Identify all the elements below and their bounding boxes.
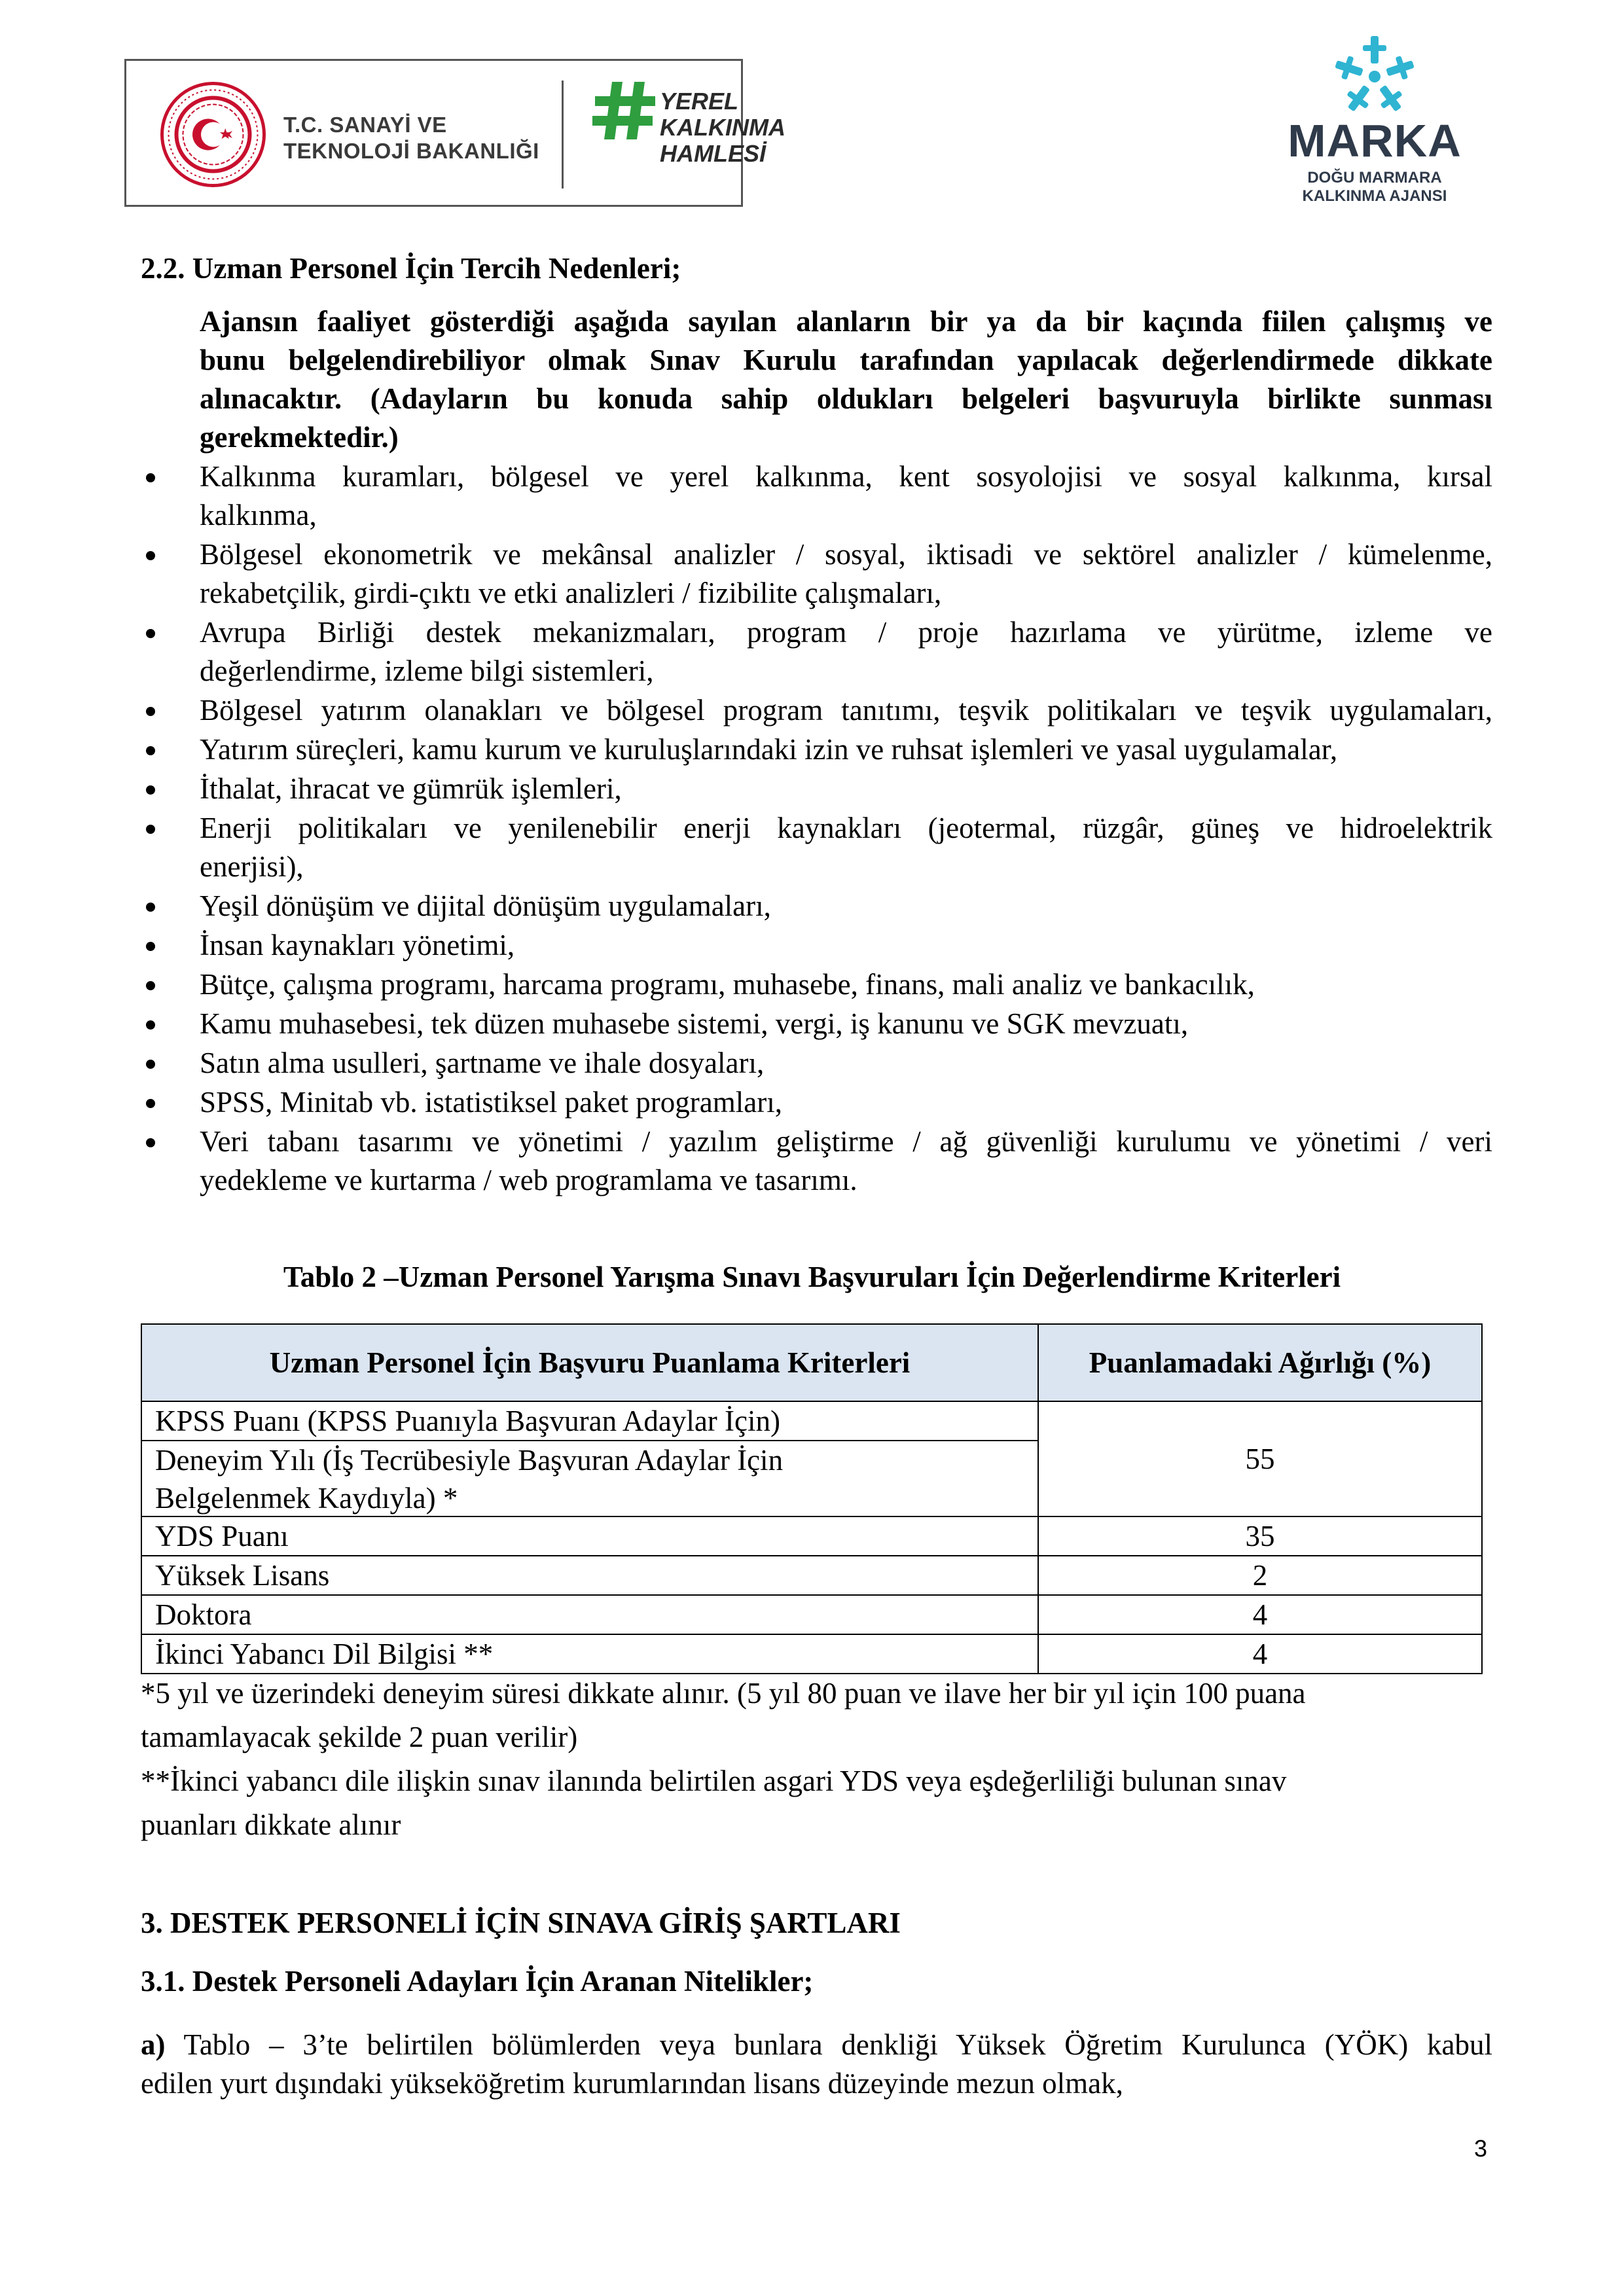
- bullet-dot: [146, 707, 155, 716]
- campaign-line2: KALKINMA: [660, 114, 785, 141]
- list-item-cont: değerlendirme, izleme bilgi sistemleri,: [200, 655, 654, 687]
- list-item: İnsan kaynakları yönetimi,: [200, 929, 515, 961]
- intro-line-1: Ajansın faaliyet gösterdiği aşağıda sayılan alanların bir ya da bir kaçında fiilen çalışmış ve: [200, 305, 1492, 338]
- weight-cell: 4: [1038, 1634, 1483, 1674]
- table-row: [141, 1516, 1039, 1556]
- table-header-weight: Puanlamadaki Ağırlığı (%): [1038, 1323, 1483, 1402]
- bullet-dot: [146, 942, 155, 951]
- list-item-cont: yedekleme ve kurtarma / web programlama ve tasarımı.: [200, 1164, 857, 1196]
- ministry-name-line2: TEKNOLOJİ BAKANLIĞI: [283, 139, 539, 163]
- bullet-dot: [146, 1060, 155, 1069]
- bullet-dot: [146, 629, 155, 638]
- logo-divider: [562, 81, 564, 188]
- table-row: [141, 1440, 1039, 1517]
- criteria-cell: KPSS Puanı (KPSS Puanıyla Başvuran Adaylar İçin): [155, 1405, 780, 1437]
- page-number: 3: [1474, 2135, 1488, 2162]
- table-row: [141, 1555, 1039, 1596]
- list-item: Satın alma usulleri, şartname ve ihale dosyaları,: [200, 1047, 765, 1079]
- list-item: Bölgesel ekonometrik ve mekânsal analizler / sosyal, iktisadi ve sektörel analizler / kümelenme,: [200, 538, 1492, 571]
- list-item: Yeşil dönüşüm ve dijital dönüşüm uygulamaları,: [200, 889, 771, 922]
- bullet-dot: [146, 746, 155, 755]
- list-item-cont: rekabetçilik, girdi-çıktı ve etki analizleri / fizibilite çalışmaları,: [200, 577, 942, 609]
- section-3-heading: 3. DESTEK PERSONELİ İÇİN SINAVA GİRİŞ ŞARTLARI: [141, 1907, 901, 1939]
- intro-line-3: alınacaktır. (Adayların bu konuda sahip oldukları belgeleri başvuruyla birlikte sunması: [200, 382, 1492, 415]
- criteria-table: [141, 1323, 1483, 1678]
- intro-line-4: gerekmektedir.): [200, 421, 399, 454]
- list-item: Yatırım süreçleri, kamu kurum ve kuruluşlarındaki izin ve ruhsat işlemleri ve yasal uygulamalar,: [200, 733, 1338, 766]
- criteria-cell-line2: Belgelenmek Kaydıyla) *: [155, 1482, 458, 1515]
- table-row: [141, 1634, 1039, 1674]
- agency-subtitle-line2: KALKINMA AJANSI: [1302, 187, 1447, 205]
- list-item: Enerji politikaları ve yenilenebilir enerji kaynakları (jeotermal, rüzgâr, güneş ve hidroelektrik: [200, 812, 1492, 844]
- list-item: SPSS, Minitab vb. istatistiksel paket programları,: [200, 1086, 782, 1119]
- list-item: Avrupa Birliği destek mekanizmaları, program / proje hazırlama ve yürütme, izleme ve: [200, 616, 1492, 649]
- list-item-cont: kalkınma,: [200, 499, 317, 531]
- list-item: Kamu muhasebesi, tek düzen muhasebe sistemi, vergi, iş kanunu ve SGK mevzuatı,: [200, 1007, 1189, 1040]
- bullet-dot: [146, 903, 155, 912]
- bullet-dot: [146, 825, 155, 834]
- intro-line-2: bunu belgelendirebiliyor olmak Sınav Kurulu tarafından yapılacak değerlendirmede dikkate: [200, 344, 1492, 376]
- list-item: İthalat, ihracat ve gümrük işlemleri,: [200, 772, 622, 805]
- item-a-label: a): [141, 2028, 166, 2061]
- criteria-cell-line1: Deneyim Yılı (İş Tecrübesiyle Başvuran Adaylar İçin: [155, 1444, 784, 1477]
- list-item: Kalkınma kuramları, bölgesel ve yerel kalkınma, kent sosyolojisi ve sosyal kalkınma, kırsal: [200, 460, 1492, 493]
- table-note-1-line2: tamamlayacak şekilde 2 puan verilir): [141, 1721, 578, 1753]
- list-item: Veri tabanı tasarımı ve yönetimi / yazılım geliştirme / ağ güvenliği kurulumu ve yönetimi / veri: [200, 1125, 1492, 1158]
- hashtag-icon: [592, 82, 658, 139]
- criteria-cell: YDS Puanı: [155, 1520, 289, 1552]
- table-row: [141, 1401, 1039, 1441]
- weight-cell-merged: 55: [1038, 1401, 1483, 1517]
- criteria-cell: Doktora: [155, 1598, 252, 1631]
- list-item: Bütçe, çalışma programı, harcama programı, muhasebe, finans, mali analiz ve bankacılık,: [200, 968, 1255, 1001]
- ministry-seal-icon: [159, 81, 267, 188]
- criteria-cell: İkinci Yabancı Dil Bilgisi **: [155, 1638, 494, 1670]
- table-row: [141, 1594, 1039, 1635]
- agency-subtitle: [1280, 169, 1470, 206]
- ministry-name: [283, 112, 539, 164]
- list-item: Bölgesel yatırım olanakları ve bölgesel program tanıtımı, teşvik politikaları ve teşvik uygulamaları,: [200, 694, 1492, 726]
- bullet-dot: [146, 1138, 155, 1147]
- bullet-dot: [146, 551, 155, 560]
- bullet-dot: [146, 1020, 155, 1030]
- section-3-1-heading: 3.1. Destek Personeli Adayları İçin Aranan Nitelikler;: [141, 1965, 814, 1998]
- agency-name: MARKA: [1288, 115, 1462, 166]
- marka-logo-icon: [1329, 36, 1420, 118]
- table-caption: Tablo 2 –Uzman Personel Yarışma Sınavı Başvuruları İçin Değerlendirme Kriterleri: [283, 1261, 1341, 1293]
- campaign-line3: HAMLESİ: [660, 140, 766, 167]
- bullet-dot: [146, 473, 155, 482]
- campaign-line1: YEREL: [660, 88, 739, 115]
- weight-cell: 35: [1038, 1516, 1483, 1556]
- list-item-cont: enerjisi),: [200, 850, 304, 883]
- table-note-1-line1: *5 yıl ve üzerindeki deneyim süresi dikkate alınır. (5 yıl 80 puan ve ilave her bir yıl için 100 puana: [141, 1677, 1306, 1710]
- bullet-dot: [146, 785, 155, 795]
- table-header-criteria: Uzman Personel İçin Başvuru Puanlama Kriterleri: [141, 1323, 1039, 1402]
- table-note-2-line2: puanları dikkate alınır: [141, 1808, 401, 1841]
- ministry-name-line1: T.C. SANAYİ VE: [283, 113, 447, 137]
- criteria-cell: Yüksek Lisans: [155, 1559, 330, 1592]
- item-a-line1: [141, 2026, 1492, 2064]
- ministry-logo-box: [124, 59, 785, 207]
- weight-cell: 2: [1038, 1555, 1483, 1596]
- agency-subtitle-line1: DOĞU MARMARA: [1307, 169, 1442, 187]
- campaign-wordmark: [660, 88, 785, 167]
- bullet-dot: [146, 1099, 155, 1108]
- weight-cell: 4: [1038, 1594, 1483, 1635]
- item-a-line2: edilen yurt dışındaki yükseköğretim kurumlarından lisans düzeyinde mezun olmak,: [141, 2067, 1123, 2100]
- table-note-2-line1: **İkinci yabancı dile ilişkin sınav ilanında belirtilen asgari YDS veya eşdeğerliliği bulunan sınav: [141, 1765, 1287, 1797]
- section-2-2-heading: 2.2. Uzman Personel İçin Tercih Nedenleri;: [141, 252, 681, 285]
- item-a-text: Tablo – 3’te belirtilen bölümlerden veya bunlara denkliği Yüksek Öğretim Kurulunca (YÖK) kabul: [165, 2028, 1492, 2061]
- bullet-dot: [146, 981, 155, 990]
